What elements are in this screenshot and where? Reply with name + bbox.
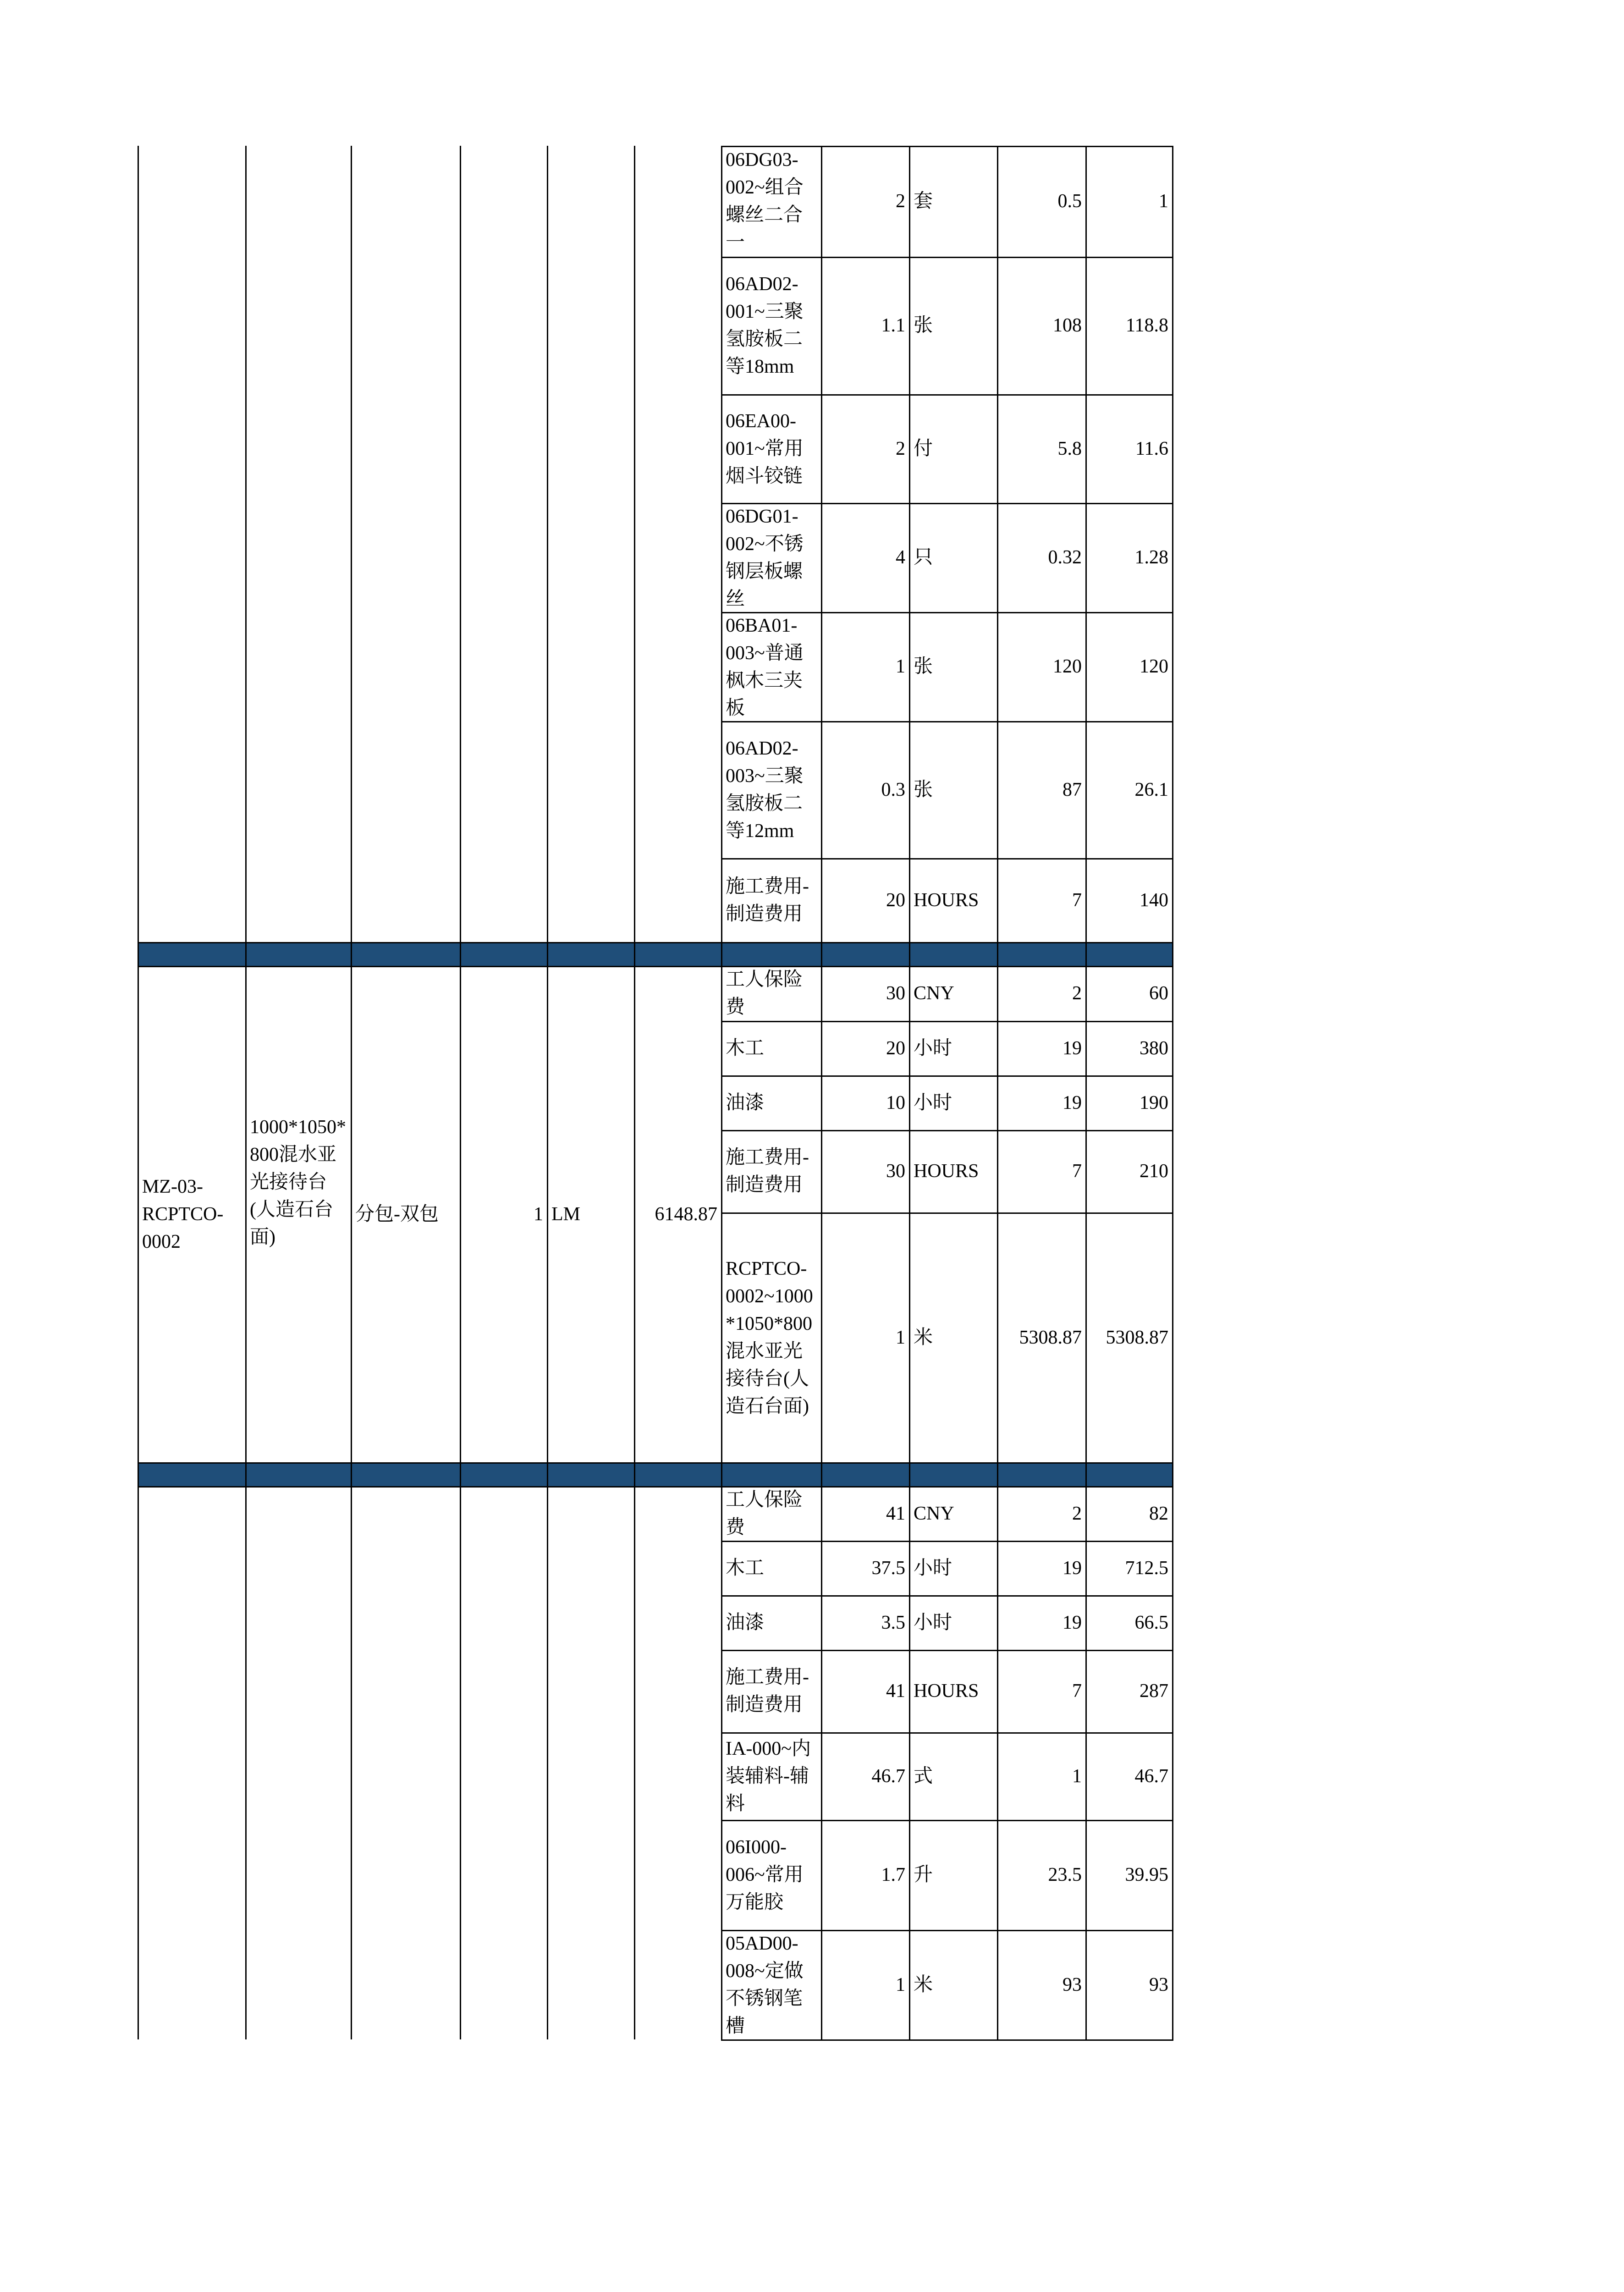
material-unit: 小时 (914, 1557, 952, 1579)
material-amount: 118.8 (1126, 315, 1168, 336)
band-grid-rule (1085, 1462, 1087, 1486)
material-description: 06EA00- 001~常用 烟斗铰链 (726, 410, 804, 487)
band-grid-rule (245, 942, 247, 966)
band-border (138, 1486, 1173, 1488)
material-quantity: 10 (886, 1092, 905, 1113)
material-unit: 米 (914, 1327, 933, 1348)
material-amount: 46.7 (1134, 1765, 1168, 1787)
item-unit: LM (551, 1203, 580, 1225)
material-quantity: 2 (896, 438, 905, 459)
material-unit-price: 7 (1072, 1161, 1082, 1182)
material-quantity: 41 (886, 1680, 905, 1702)
material-description: 油漆 (726, 1092, 765, 1113)
table-row-rule (721, 1732, 1173, 1734)
table-column-rule (1172, 146, 1173, 2040)
left-column-rule (351, 146, 352, 2039)
item-type: 分包-双包 (355, 1203, 439, 1225)
table-row-rule (721, 257, 1173, 258)
band-grid-rule (997, 1462, 998, 1486)
table-column-rule (721, 146, 722, 2040)
material-unit-price: 7 (1072, 1680, 1082, 1702)
band-grid-rule (351, 942, 352, 966)
band-border (138, 942, 1173, 943)
section-band (138, 1462, 1173, 1486)
material-amount: 712.5 (1125, 1557, 1168, 1579)
material-description: 施工费用- 制造费用 (726, 1147, 809, 1196)
material-quantity: 2 (896, 191, 905, 212)
material-unit: 张 (914, 779, 933, 800)
table-row-rule (721, 1021, 1173, 1022)
band-grid-rule (460, 942, 461, 966)
material-amount: 39.95 (1125, 1864, 1168, 1885)
material-quantity: 0.3 (881, 779, 905, 800)
band-grid-rule (138, 942, 139, 966)
band-border (138, 966, 1173, 967)
material-unit-price: 93 (1062, 1974, 1082, 1995)
material-unit-price: 19 (1062, 1557, 1082, 1579)
material-quantity: 1 (896, 1974, 905, 1995)
material-description: 木工 (726, 1037, 765, 1059)
material-unit-price: 19 (1062, 1612, 1082, 1633)
band-grid-rule (997, 942, 998, 966)
band-grid-rule (721, 942, 722, 966)
table-column-rule (1085, 146, 1087, 2040)
material-unit: HOURS (914, 889, 979, 911)
material-unit-price: 19 (1062, 1092, 1082, 1113)
material-unit: 小时 (914, 1612, 952, 1633)
material-unit-price: 1 (1072, 1765, 1082, 1787)
material-description: 工人保险 费 (726, 969, 803, 1018)
material-description: 05AD00- 008~定做 不锈钢笔 槽 (726, 1933, 804, 2037)
material-unit: 米 (914, 1974, 933, 1995)
table-row-rule (721, 394, 1173, 396)
material-unit: 套 (914, 191, 933, 212)
item-total: 6148.87 (655, 1203, 717, 1225)
material-unit-price: 2 (1072, 983, 1082, 1004)
band-grid-rule (245, 1462, 247, 1486)
material-unit: 张 (914, 315, 933, 336)
material-quantity: 46.7 (871, 1765, 905, 1787)
material-amount: 380 (1140, 1037, 1168, 1059)
left-column-rule (460, 146, 461, 2039)
band-grid-rule (460, 1462, 461, 1486)
material-unit-price: 7 (1072, 889, 1082, 911)
material-amount: 140 (1140, 889, 1168, 911)
material-quantity: 41 (886, 1503, 905, 1524)
table-column-rule (997, 146, 998, 2040)
material-description: 06BA01- 003~普通 枫木三夹 板 (726, 615, 804, 719)
band-grid-rule (547, 942, 548, 966)
material-description: 施工费用- 制造费用 (726, 1667, 809, 1715)
material-amount: 66.5 (1134, 1612, 1168, 1633)
material-unit-price: 19 (1062, 1037, 1082, 1059)
material-description: 06AD02- 001~三聚 氢胺板二 等18mm (726, 274, 804, 377)
material-quantity: 30 (886, 1161, 905, 1182)
band-grid-rule (821, 1462, 822, 1486)
material-unit-price: 0.5 (1057, 191, 1082, 212)
material-unit: HOURS (914, 1680, 979, 1702)
material-amount: 5308.87 (1106, 1327, 1168, 1348)
material-unit-price: 120 (1053, 656, 1082, 677)
left-column-rule (634, 146, 635, 2039)
material-description: 木工 (726, 1557, 765, 1579)
band-grid-rule (909, 942, 910, 966)
table-row-rule (721, 1130, 1173, 1131)
band-grid-rule (634, 942, 635, 966)
material-description: 施工费用- 制造费用 (726, 876, 809, 925)
material-unit: HOURS (914, 1161, 979, 1182)
material-amount: 93 (1149, 1974, 1168, 1995)
band-border (138, 1462, 1173, 1464)
material-amount: 1 (1159, 191, 1168, 212)
material-unit: 只 (914, 547, 933, 568)
material-quantity: 37.5 (871, 1557, 905, 1579)
material-amount: 26.1 (1134, 779, 1168, 800)
material-quantity: 1.1 (881, 315, 905, 336)
material-description: RCPTCO- 0002~1000 *1050*800 混水亚光 接待台(人 造石台面) (726, 1258, 813, 1417)
table-row-rule (721, 1820, 1173, 1821)
left-column-rule (547, 146, 548, 2039)
material-description: 06I000- 006~常用 万能胶 (726, 1837, 804, 1913)
material-unit: 小时 (914, 1037, 952, 1059)
material-quantity: 3.5 (881, 1612, 905, 1633)
band-grid-rule (547, 1462, 548, 1486)
material-quantity: 20 (886, 1037, 905, 1059)
material-amount: 287 (1140, 1680, 1168, 1702)
band-grid-rule (721, 1462, 722, 1486)
material-description: 06AD02- 003~三聚 氢胺板二 等12mm (726, 738, 804, 842)
material-description: 油漆 (726, 1612, 765, 1633)
left-column-rule (245, 146, 247, 2039)
material-amount: 190 (1140, 1092, 1168, 1113)
band-grid-rule (634, 1462, 635, 1486)
material-description: 工人保险 费 (726, 1489, 803, 1538)
section-band (138, 942, 1173, 966)
material-amount: 210 (1140, 1161, 1168, 1182)
material-unit-price: 87 (1062, 779, 1082, 800)
item-code: MZ-03- RCPTCO- 0002 (142, 1176, 224, 1252)
material-unit: 式 (914, 1765, 933, 1787)
material-unit: 小时 (914, 1092, 952, 1113)
band-grid-rule (1172, 1462, 1173, 1486)
material-amount: 11.6 (1135, 438, 1168, 459)
table-column-rule (821, 146, 822, 2040)
band-grid-rule (821, 942, 822, 966)
material-unit: CNY (914, 983, 954, 1004)
material-amount: 1.28 (1134, 547, 1168, 568)
item-quantity: 1 (534, 1203, 543, 1225)
material-unit-price: 5308.87 (1019, 1327, 1082, 1348)
material-unit-price: 108 (1053, 315, 1082, 336)
material-unit-price: 23.5 (1048, 1864, 1082, 1885)
band-grid-rule (138, 1462, 139, 1486)
table-row-rule (721, 858, 1173, 860)
band-grid-rule (1172, 942, 1173, 966)
table-column-rule (909, 146, 910, 2040)
material-unit-price: 0.32 (1048, 547, 1082, 568)
band-grid-rule (1085, 942, 1087, 966)
table-row-rule (721, 1212, 1173, 1214)
material-amount: 60 (1149, 983, 1168, 1004)
material-unit: 升 (914, 1864, 933, 1885)
material-unit-price: 5.8 (1057, 438, 1082, 459)
material-quantity: 20 (886, 889, 905, 911)
material-amount: 120 (1140, 656, 1168, 677)
material-quantity: 1 (896, 1327, 905, 1348)
material-quantity: 30 (886, 983, 905, 1004)
material-unit: CNY (914, 1503, 954, 1524)
material-description: 06DG01- 002~不锈 钢层板螺 丝 (726, 506, 804, 610)
item-name: 1000*1050* 800混水亚 光接待台 (人造石台 面) (250, 1116, 346, 1248)
material-quantity: 1 (896, 656, 905, 677)
material-amount: 82 (1149, 1503, 1168, 1524)
material-quantity: 1.7 (881, 1864, 905, 1885)
material-unit: 付 (914, 438, 933, 459)
table-row-rule (721, 1595, 1173, 1597)
material-description: 06DG03- 002~组合 螺丝二合 一 (726, 149, 804, 253)
table-row-rule (721, 1075, 1173, 1077)
material-quantity: 4 (896, 547, 905, 568)
band-grid-rule (909, 1462, 910, 1486)
material-description: IA-000~内 装辅料-辅 料 (726, 1738, 811, 1814)
material-unit: 张 (914, 656, 933, 677)
left-column-rule (138, 146, 139, 2039)
table-row-rule (721, 1650, 1173, 1651)
material-unit-price: 2 (1072, 1503, 1082, 1524)
band-grid-rule (351, 1462, 352, 1486)
